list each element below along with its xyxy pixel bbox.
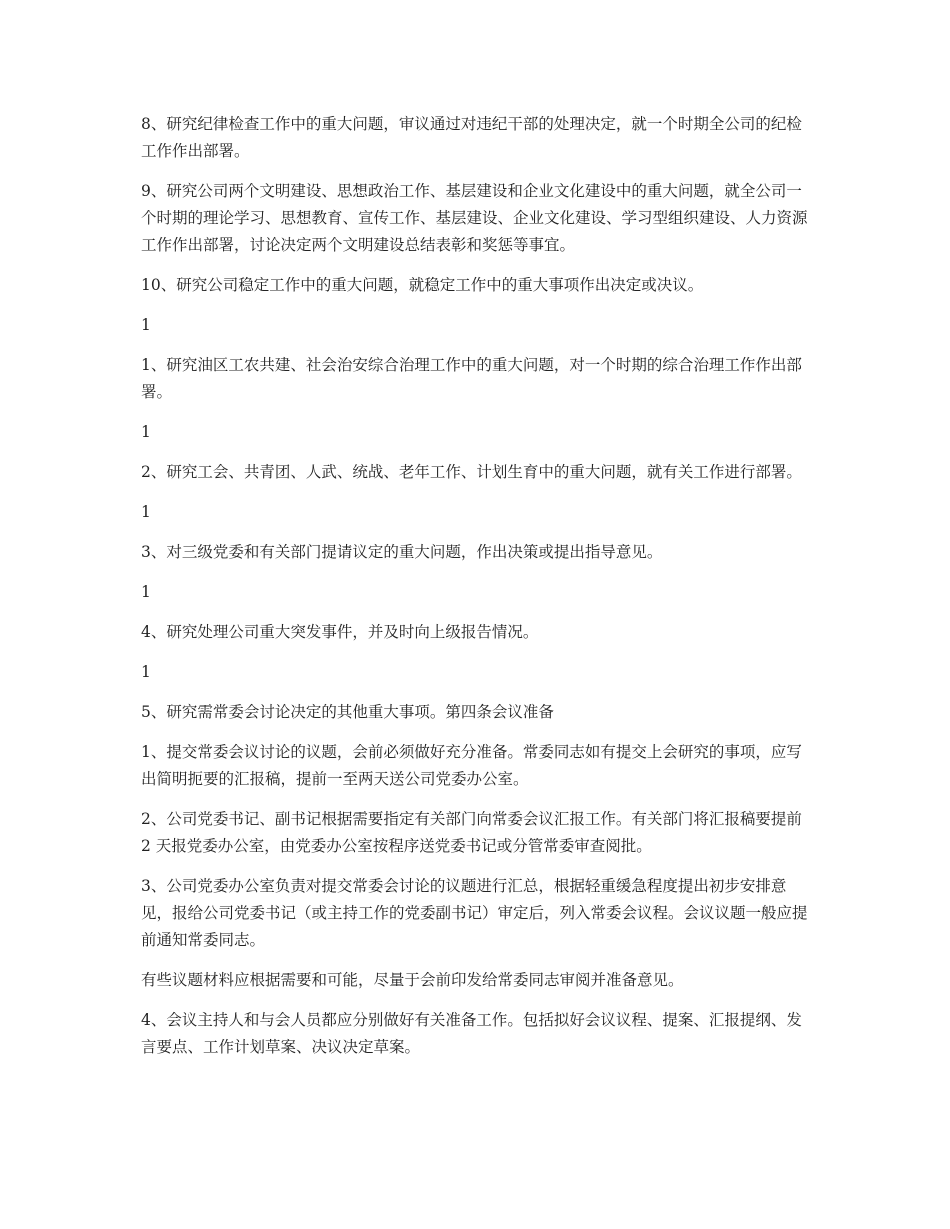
paragraph-item-4: 4、研究处理公司重大突发事件，并及时向上级报告情况。 [141, 623, 539, 641]
paragraph-prep-2: 2、公司党委书记、副书记根据需要指定有关部门向常委会议汇报工作。有关部门将汇报稿要提前 2 天报党委办公室，由党委办公室按程序送党委书记或分管常委审查阅批。 [141, 810, 802, 855]
paragraph-item-8: 8、研究纪律检查工作中的重大问题，审议通过对违纪干部的处理决定，就一个时期全公司的纪检工作作出部署。 [141, 115, 802, 160]
paragraph-number: 1 [141, 663, 151, 681]
paragraph-prep-4: 4、会议主持人和与会人员都应分别做好有关准备工作。包括拟好会议议程、提案、汇报提纲、发言要点、工作计划草案、决议决定草案。 [141, 1011, 802, 1056]
paragraph-item-9: 9、研究公司两个文明建设、思想政治工作、基层建设和企业文化建设中的重大问题，就全公司一个时期的理论学习、思想教育、宣传工作、基层建设、企业文化建设、学习型组织建设、人力资源工作作出部署，讨论决定两个文明建设总结表彰和奖惩等事宜。 [141, 182, 808, 254]
paragraph-number: 1 [141, 503, 151, 521]
paragraph-item-3: 3、对三级党委和有关部门提请议定的重大问题，作出决策或提出指导意见。 [141, 543, 663, 561]
paragraph-number: 1 [141, 316, 151, 334]
paragraph-item-1: 1、研究油区工农共建、社会治安综合治理工作中的重大问题，对一个时期的综合治理工作作出部署。 [141, 356, 802, 401]
paragraph-prep-3: 3、公司党委办公室负责对提交常委会讨论的议题进行汇总，根据轻重缓急程度提出初步安排意见，报给公司党委书记（或主持工作的党委副书记）审定后，列入常委会议程。会议议题一般应提前通知常委同志。 [141, 877, 808, 949]
paragraph-item-5: 5、研究需常委会讨论决定的其他重大事项。第四条会议准备 [141, 703, 554, 721]
paragraph-number: 1 [141, 583, 151, 601]
document-page [141, 111, 809, 1074]
paragraph-note: 有些议题材料应根据需要和可能，尽量于会前印发给常委同志审阅并准备意见。 [141, 971, 684, 989]
paragraph-item-2: 2、研究工会、共青团、人武、统战、老年工作、计划生育中的重大问题，就有关工作进行部署。 [141, 463, 802, 481]
paragraph-number: 1 [141, 423, 151, 441]
paragraph-prep-1: 1、提交常委会议讨论的议题，会前必须做好充分准备。常委同志如有提交上会研究的事项，应写出简明扼要的汇报稿，提前一至两天送公司党委办公室。 [141, 743, 802, 788]
paragraph-item-10: 10、研究公司稳定工作中的重大问题，就稳定工作中的重大事项作出决定或决议。 [141, 276, 704, 294]
